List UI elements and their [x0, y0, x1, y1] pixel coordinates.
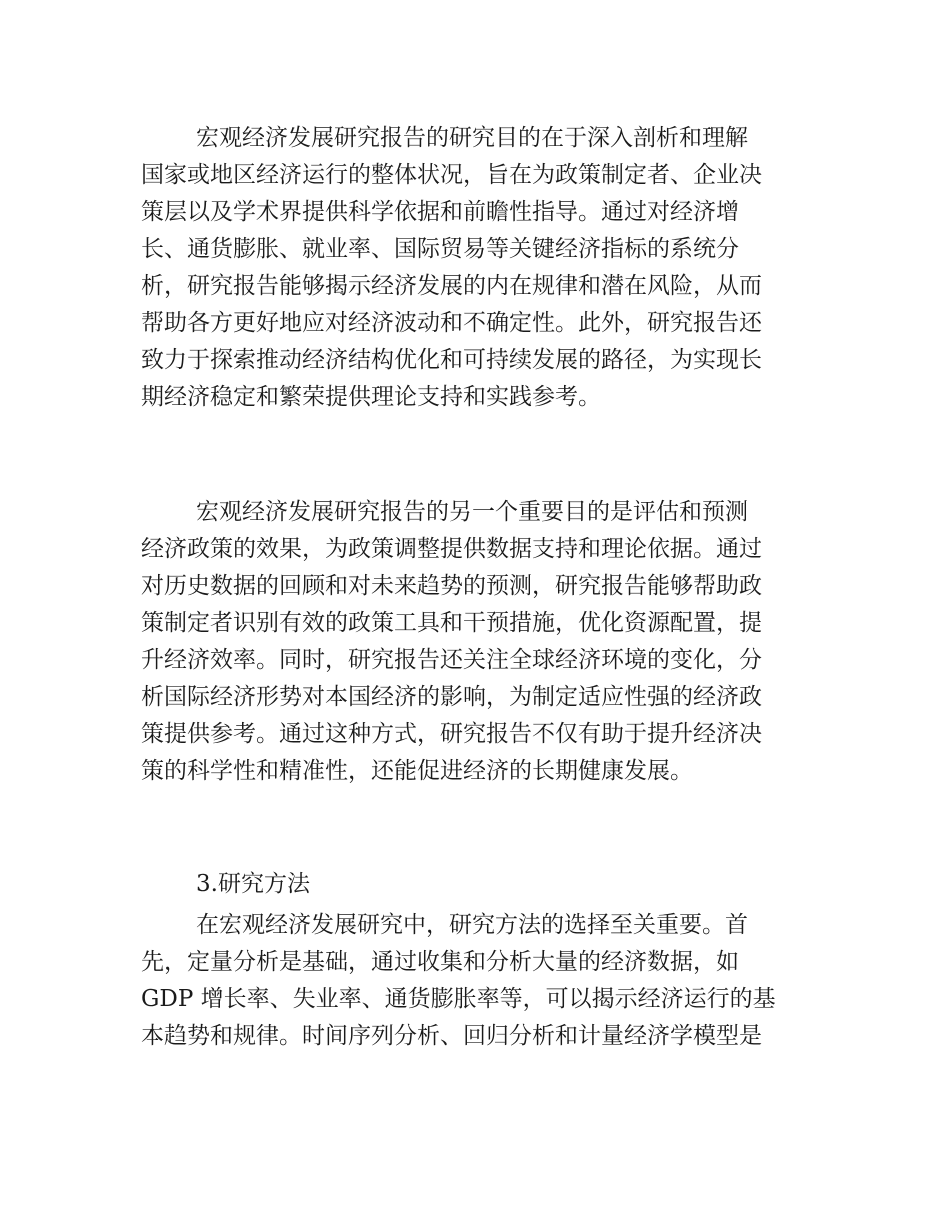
text-line: GDP 增长率、失业率、通货膨胀率等，可以揭示经济运行的基: [141, 986, 776, 1012]
text-line: 策提供参考。通过这种方式，研究报告不仅有助于提升经济决: [141, 721, 762, 747]
text-line: 析，研究报告能够揭示经济发展的内在规律和潜在风险，从而: [141, 273, 762, 299]
section-heading: 3.研究方法: [196, 871, 310, 897]
text-line: 策制定者识别有效的政策工具和干预措施，优化资源配置，提: [141, 610, 762, 636]
text-line: 析国际经济形势对本国经济的影响，为制定适应性强的经济政: [141, 684, 762, 710]
text-line: 升经济效率。同时，研究报告还关注全球经济环境的变化，分: [141, 647, 762, 673]
text-line: 宏观经济发展研究报告的研究目的在于深入剖析和理解: [196, 125, 748, 151]
text-line: 经济政策的效果，为政策调整提供数据支持和理论依据。通过: [141, 536, 762, 562]
text-line: 策层以及学术界提供科学依据和前瞻性指导。通过对经济增: [141, 199, 739, 225]
text-line: 先，定量分析是基础，通过收集和分析大量的经济数据，如: [141, 949, 739, 975]
text-line: 致力于探索推动经济结构优化和可持续发展的路径，为实现长: [141, 347, 762, 373]
text-line: 在宏观经济发展研究中，研究方法的选择至关重要。首: [196, 912, 748, 938]
text-line: 期经济稳定和繁荣提供理论支持和实践参考。: [141, 384, 601, 410]
text-line: 策的科学性和精准性，还能促进经济的长期健康发展。: [141, 758, 693, 784]
text-line: 宏观经济发展研究报告的另一个重要目的是评估和预测: [196, 499, 748, 525]
text-line: 本趋势和规律。时间序列分析、回归分析和计量经济学模型是: [141, 1023, 762, 1049]
text-line: 帮助各方更好地应对经济波动和不确定性。此外，研究报告还: [141, 310, 762, 336]
text-line: 对历史数据的回顾和对未来趋势的预测，研究报告能够帮助政: [141, 573, 762, 599]
text-line: 长、通货膨胀、就业率、国际贸易等关键经济指标的系统分: [141, 236, 739, 262]
text-line: 国家或地区经济运行的整体状况，旨在为政策制定者、企业决: [141, 162, 762, 188]
